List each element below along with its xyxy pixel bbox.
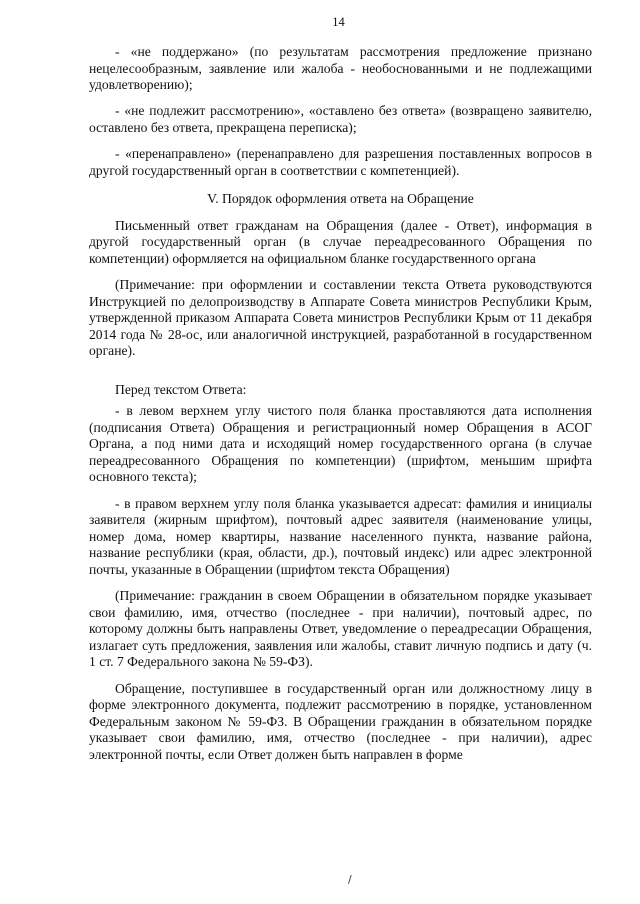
section-heading: V. Порядок оформления ответа на Обращение bbox=[207, 191, 474, 207]
list-item-not-supported: - «не поддержано» (по результатам рассмотрения предложение признано нецелесообразным, заявление или жалоба - необоснованными и не подлежащими удовлетворению); bbox=[89, 44, 592, 93]
paragraph-right-corner: - в правом верхнем углу поля бланка указывается адресат: фамилия и инициалы заявителя (жирным шрифтом), почтовый адрес заявителя (наименование улицы, номер дома, номер квартиры, название населенного пункта, название района, название республики (края, области, др.), почтовый индекс) или адрес электронной почты, указанные в Обращении (шрифтом текста Обращения) bbox=[89, 495, 592, 577]
list-item-redirected: - «перенаправлено» (перенаправлено для разрешения поставленных вопросов в другой государственный орган в соответствии с компетенцией). bbox=[89, 145, 592, 178]
page-number: 14 bbox=[332, 15, 345, 29]
paragraph-note-instruction: (Примечание: при оформлении и составлении текста Ответа руководствуются Инструкцией по делопроизводству в Аппарате Совета министров Республики Крым, утвержденной приказом Аппарата Совета министров Республики Крым от 11 декабря 2014 года № 28-ос, или аналогичной инструкцией, разработанной в государственном органе). bbox=[89, 277, 592, 359]
paragraph-left-corner: - в левом верхнем углу чистого поля бланка проставляются дата исполнения (подписания Ответа) Обращения и регистрационный номер Обращения в АСОГ Органа, а под ними дата и исходящий номер государственного органа (в случае переадресованного Обращения по компетенции) (шрифтом, меньшим шрифта основного текста); bbox=[89, 403, 592, 485]
paragraph-before-answer: Перед текстом Ответа: bbox=[115, 381, 247, 397]
scan-mark: / bbox=[348, 873, 352, 886]
paragraph-note-citizen: (Примечание: гражданин в своем Обращении в обязательном порядке указывает свои фамилию, имя, отчество (последнее - при наличии), почтовый адрес, по которому должны быть направлены Ответ, уведомление о переадресации Обращения, излагает суть предложения, заявления или жалобы, ставит личную подпись и дату (ч. 1 ст. 7 Федерального закона № 59-ФЗ). bbox=[89, 588, 592, 670]
paragraph-electronic-appeal: Обращение, поступившее в государственный орган или должностному лицу в форме электронного документа, подлежит рассмотрению в порядке, установленном Федеральным законом № 59-ФЗ. В Обращении гражданин в обязательном порядке указывает свои фамилию, имя, отчество (последнее - при наличии), адрес электронной почты, если Ответ должен быть направлен в форме bbox=[89, 680, 592, 762]
list-item-not-subject: - «не подлежит рассмотрению», «оставлено без ответа» (возвращено заявителю, оставлено без ответа, прекращена переписка); bbox=[89, 103, 592, 135]
spacer bbox=[89, 370, 592, 382]
paragraph-written-answer: Письменный ответ гражданам на Обращения (далее - Ответ), информация в другой государственный орган (в случае переадресованного Обращения по компетенции) оформляется на официальном бланке государственного органа bbox=[89, 217, 592, 266]
